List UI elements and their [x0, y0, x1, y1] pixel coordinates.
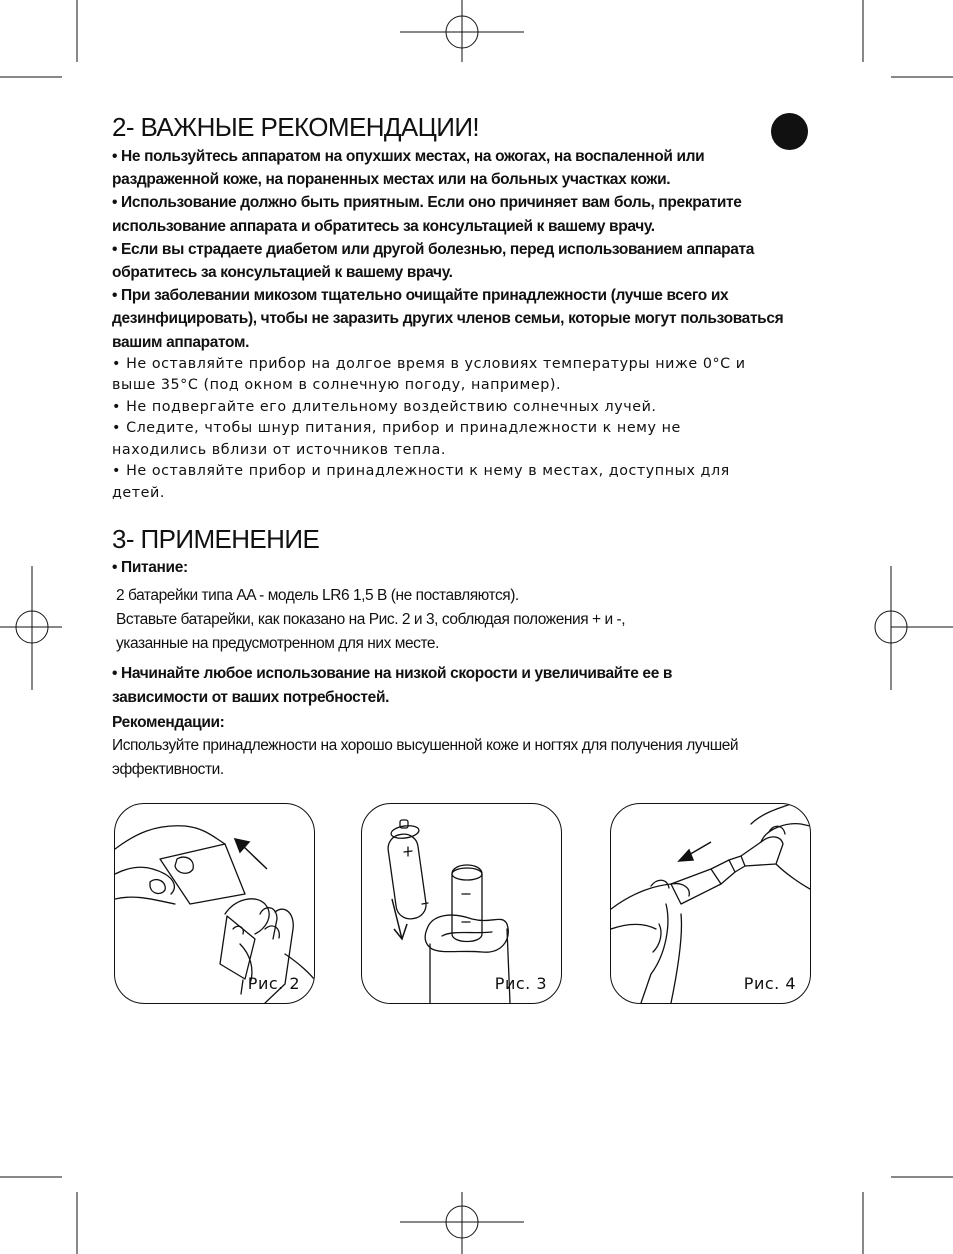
power-line: Вставьте батарейки, как показано на Рис. 2 и 3, соблюдая положения + и -,	[116, 610, 626, 628]
list-item: • Следите, чтобы шнур питания, прибор и принадлежности к нему не находились вблизи от источников тепла.	[112, 420, 681, 458]
list-item: • Не оставляйте прибор на долгое время в условиях температуры ниже 0°C и выше 35°C (под окном в солнечную погоду, например).	[112, 355, 746, 394]
list-item: • Если вы страдаете диабетом или другой болезнью, перед использованием аппарата обратитесь за консультацией к вашему врачу.	[112, 240, 754, 282]
list-item: • Не пользуйтесь аппаратом на опухших местах, на ожогах, на воспаленной или раздраженной коже, на пораненных местах или на больных участках кожи.	[112, 148, 705, 189]
important-plain-list	[112, 354, 812, 505]
important-bold-list	[112, 145, 812, 354]
figure-4-accessory-fit	[610, 803, 811, 1004]
power-heading: • Питание:	[112, 559, 188, 577]
power-line: 2 батарейки типа AA - модель LR6 1,5 В (не поставляются).	[116, 586, 519, 604]
figure-2-caption: Рис. 2	[247, 974, 300, 993]
figure-2-battery-cover	[114, 803, 315, 1004]
main-content	[112, 112, 812, 782]
section-2-title: 2- ВАЖНЫЕ РЕКОМЕНДАЦИИ!	[112, 112, 480, 142]
section-3-title: 3- ПРИМЕНЕНИЕ	[112, 524, 320, 555]
figure-3-battery-insert	[361, 803, 562, 1004]
list-item: • Использование должно быть приятным. Если оно причиняет вам боль, прекратите использование аппарата и обратитесь за консультацией к вашему врачу.	[112, 194, 742, 235]
list-item: • При заболевании микозом тщательно очищайте принадлежности (лучше всего их дезинфицировать), чтобы не заразить других членов семьи, которые могут пользоваться вашим аппаратом.	[112, 287, 784, 351]
recommendations-heading: Рекомендации:	[112, 713, 225, 731]
power-line: указанные на предусмотренном для них месте.	[116, 634, 439, 652]
list-item: • Не подвергайте его длительному воздействию солнечных лучей.	[112, 398, 657, 415]
list-item: • Не оставляйте прибор и принадлежности к нему в местах, доступных для детей.	[112, 463, 730, 501]
figure-4-caption: Рис. 4	[743, 974, 796, 993]
recommendations-text: Используйте принадлежности на хорошо высушенной коже и ногтях для получения лучшей эффективности.	[112, 736, 739, 778]
speed-note: • Начинайте любое использование на низкой скорости и увеличивайте ее в зависимости от ваших потребностей.	[112, 664, 673, 706]
power-text	[112, 584, 812, 656]
figure-3-caption: Рис. 3	[494, 974, 547, 993]
